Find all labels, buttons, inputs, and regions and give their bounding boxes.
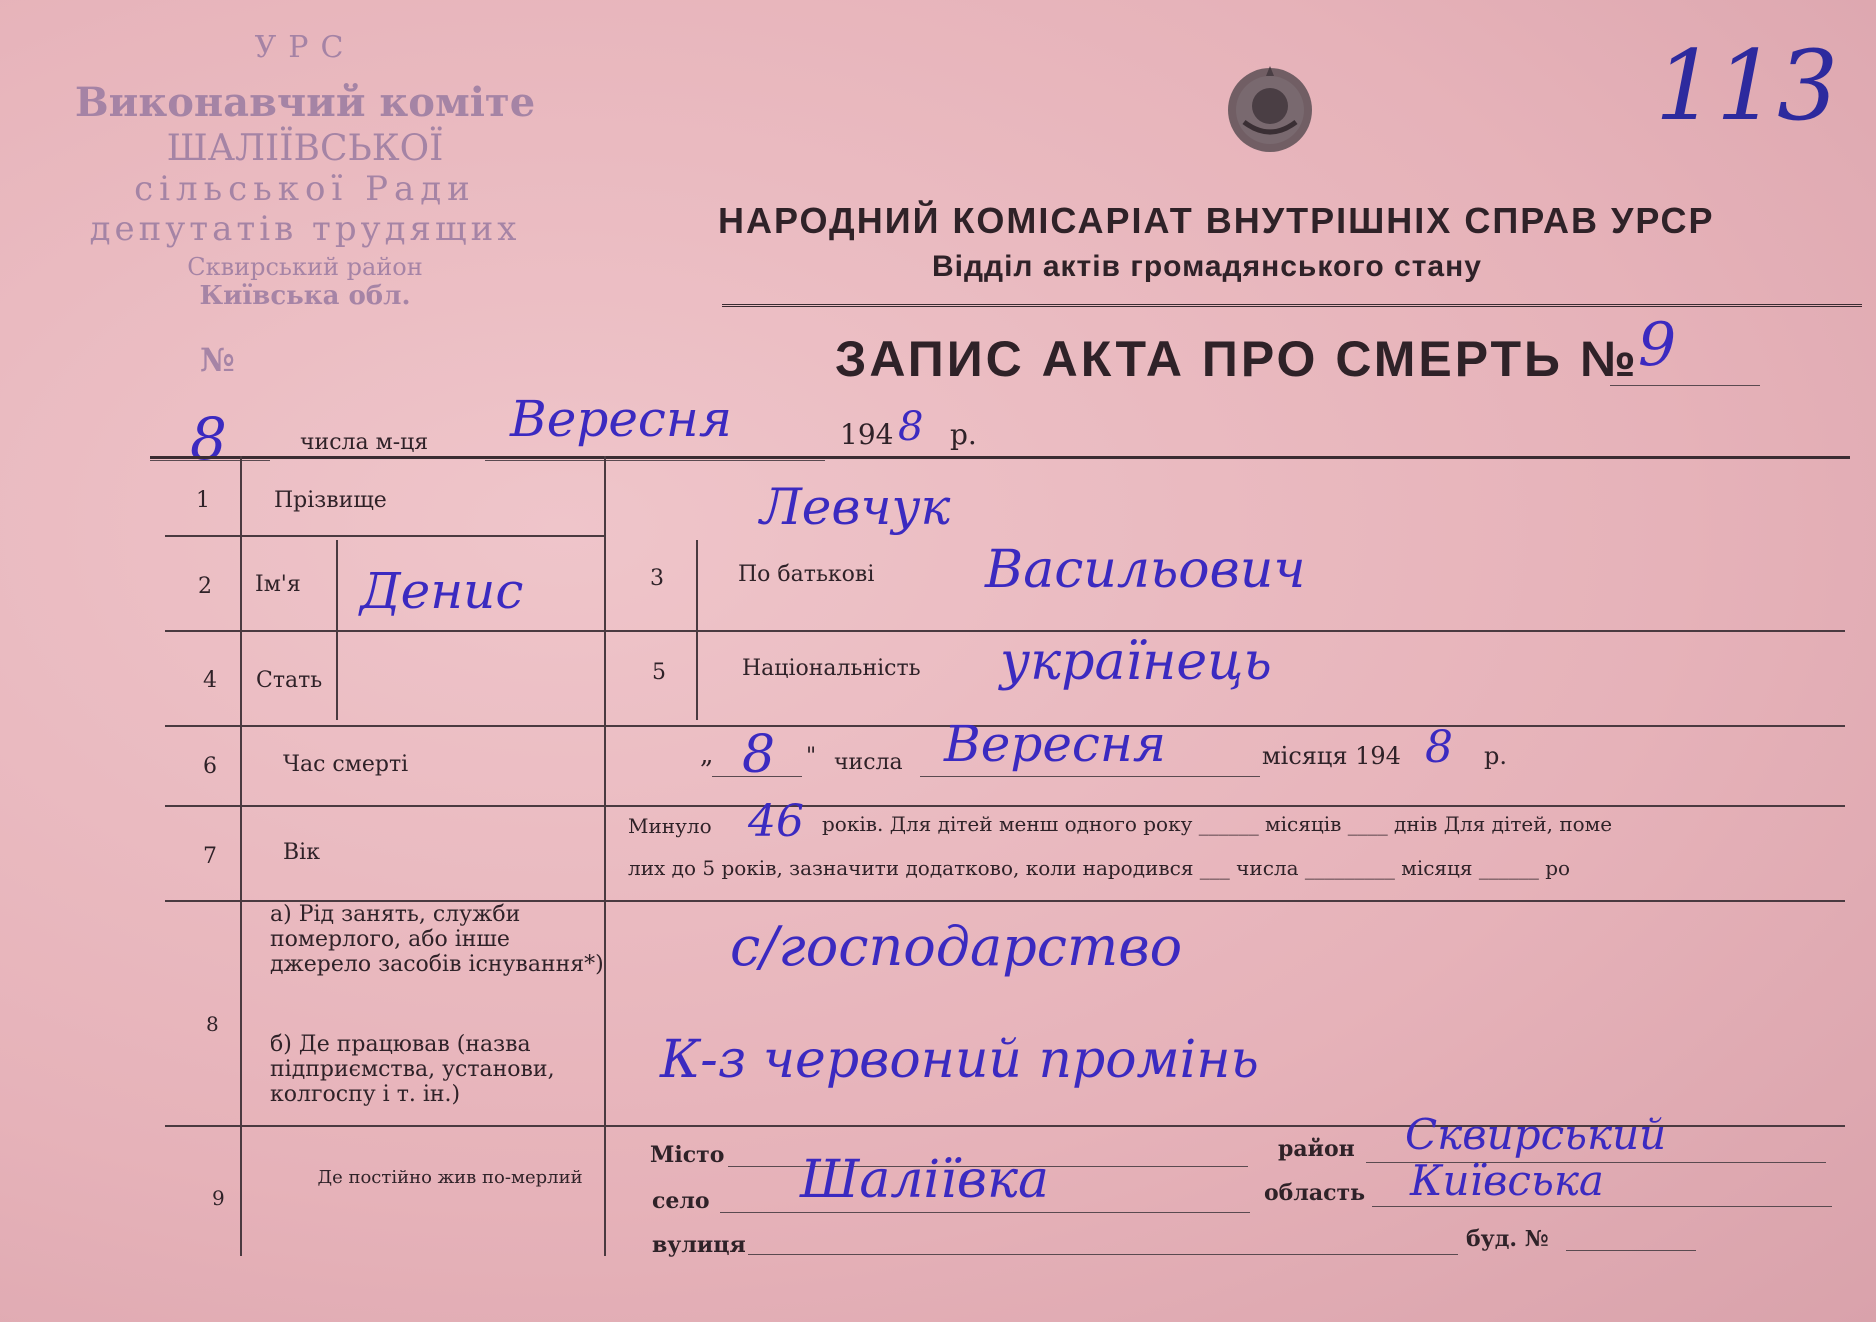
- record-title: ЗАПИС АКТА ПРО СМЕРТЬ №: [835, 331, 1639, 387]
- field-7-label: Вік: [283, 840, 320, 865]
- field-4-label: Стать: [256, 668, 323, 693]
- field-2-num: 2: [198, 574, 212, 599]
- field-6-year-digit: 8: [1425, 722, 1453, 773]
- table-left-rule: [240, 456, 242, 1256]
- stamp-line: Сквирський район: [187, 253, 423, 281]
- field-8a-value: с/господарство: [730, 915, 1183, 978]
- ministry-title: НАРОДНИЙ КОМІСАРІАТ ВНУТРІШНІХ СПРАВ УРСР: [718, 200, 1715, 241]
- department-title: Відділ актів громадянського стану: [932, 250, 1482, 283]
- village-council-stamp: [40, 30, 570, 379]
- field-6-day-label: числа: [834, 750, 903, 775]
- field-8b-value: К-з червоний промінь: [660, 1030, 1259, 1090]
- table-top-rule: [150, 456, 1850, 459]
- field-3-value: Васильович: [985, 540, 1306, 600]
- field-9-num: 9: [212, 1186, 225, 1210]
- field-7-line2: лих до 5 років, зазначити додатково, коли народився ___ числа _________ місяця ______ ро: [628, 856, 1571, 880]
- header-rule: [722, 304, 1862, 307]
- field-7-prefix: Минуло: [628, 814, 712, 838]
- field-6-month: Вересня: [944, 715, 1166, 773]
- cell-rule: [336, 540, 338, 720]
- stamp-line: сільської Ради: [134, 169, 476, 209]
- date-month-line: [485, 460, 825, 461]
- stamp-line: №: [200, 341, 235, 379]
- field-2-value: Денис: [360, 562, 524, 620]
- field-9-village-line: [720, 1212, 1250, 1213]
- date-year-digit: 8: [898, 404, 924, 450]
- field-9-village-label: село: [652, 1188, 710, 1214]
- field-9-district-value: Сквирський: [1405, 1110, 1667, 1159]
- field-1-value: Левчук: [760, 478, 951, 536]
- field-9-label: Де постійно жив по-мерлий: [317, 1167, 583, 1188]
- stamp-line: Виконавчий коміте: [74, 79, 536, 126]
- field-9-house-label: буд. №: [1466, 1226, 1549, 1252]
- field-9-street-line: [748, 1254, 1458, 1255]
- field-5-label: Національність: [742, 656, 921, 681]
- sheet-number: 113: [1655, 30, 1839, 142]
- row-divider: [165, 805, 1845, 807]
- field-1-label: Прізвище: [274, 488, 387, 513]
- stamp-line: УРС: [254, 30, 356, 65]
- field-9-region-label: область: [1264, 1180, 1366, 1206]
- row-divider: [165, 535, 605, 537]
- field-3-label: По батькові: [738, 562, 875, 587]
- field-2-label: Ім'я: [255, 572, 301, 597]
- field-6-quote-close: ": [806, 744, 817, 769]
- field-1-num: 1: [196, 488, 210, 513]
- field-6-month-line: [920, 776, 1260, 777]
- emblem-icon: [1222, 62, 1318, 158]
- field-6-num: 6: [203, 754, 217, 779]
- field-9-street-label: вулиця: [652, 1232, 746, 1258]
- field-6-quote-open: „: [700, 740, 714, 770]
- field-6-month-label: місяця 194: [1262, 742, 1401, 770]
- stamp-line: Київська обл.: [199, 281, 411, 311]
- field-5-num: 5: [652, 660, 666, 685]
- date-day-label: числа м-ця: [300, 430, 429, 455]
- field-7-line1: років. Для дітей менш одного року ______ місяців ____ днів Для дітей, поме: [822, 812, 1613, 836]
- field-4-num: 4: [203, 668, 217, 693]
- field-6-year-suffix: р.: [1484, 742, 1507, 770]
- field-9-city-label: Місто: [650, 1142, 725, 1168]
- record-number-line: [1610, 385, 1760, 386]
- field-9-district-label: район: [1278, 1136, 1355, 1162]
- field-8-num: 8: [206, 1012, 219, 1036]
- field-6-label: Час смерті: [283, 752, 409, 777]
- cell-rule: [696, 540, 698, 720]
- field-3-num: 3: [650, 566, 664, 591]
- field-9-house-line: [1566, 1250, 1696, 1251]
- table-middle-rule: [604, 456, 606, 1256]
- stamp-line: ШАЛІЇВСЬКОЇ: [166, 128, 444, 169]
- field-9-village-value: Шаліївка: [800, 1150, 1050, 1210]
- field-5-value: українець: [1000, 632, 1272, 692]
- date-month: Вересня: [510, 390, 732, 448]
- field-8a-label: а) Рід занять, служби померлого, або інше джерело засобів існування*): [270, 902, 604, 977]
- record-number: 9: [1638, 310, 1677, 380]
- field-7-years: 46: [748, 796, 804, 847]
- field-6-day-line: [712, 776, 802, 777]
- stamp-line: депутатів трудящих: [89, 209, 521, 249]
- date-day: 8: [190, 405, 227, 473]
- date-year-prefix: 194: [840, 418, 894, 451]
- field-6-day: 8: [742, 725, 776, 785]
- field-9-region-value: Київська: [1410, 1156, 1604, 1205]
- date-day-line: [150, 460, 270, 461]
- field-8b-label: б) Де працював (назва підприємства, установи, колгоспу і т. ін.): [270, 1032, 555, 1107]
- field-7-num: 7: [203, 844, 217, 869]
- date-year-suffix: р.: [950, 418, 977, 451]
- field-9-region-line: [1372, 1206, 1832, 1207]
